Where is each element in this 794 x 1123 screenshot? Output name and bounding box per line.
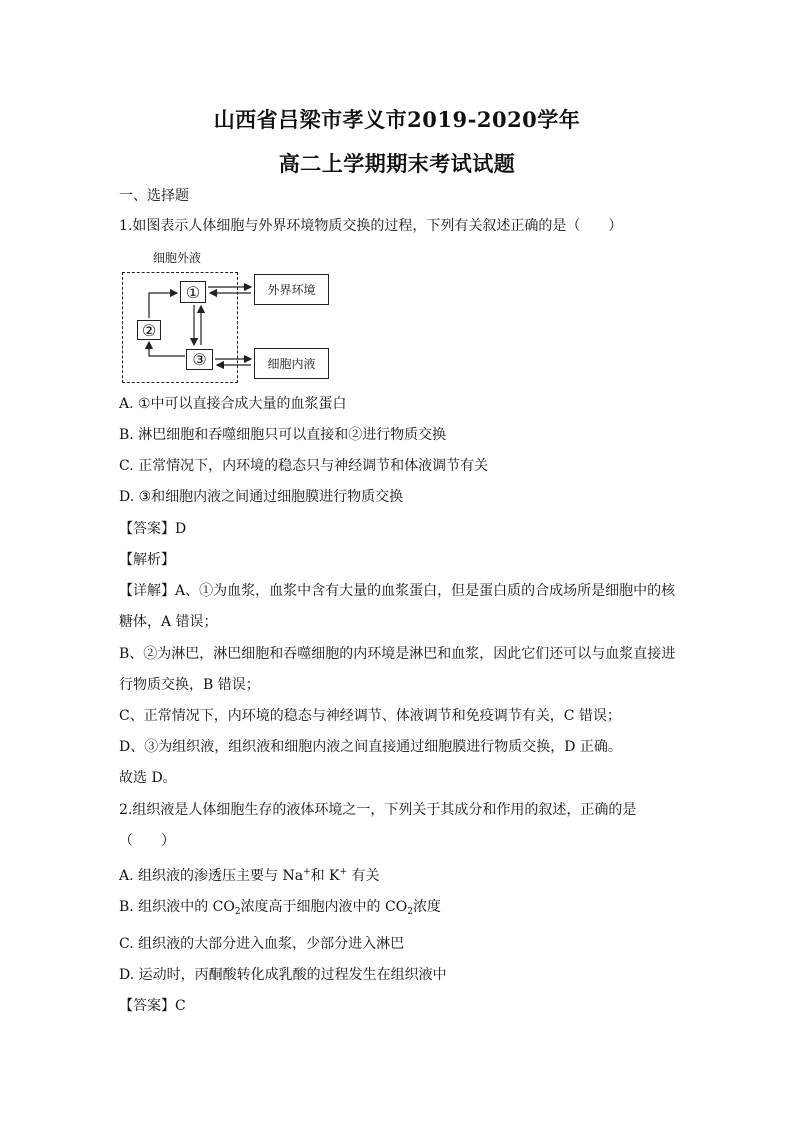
q2-option-b-text: 浓度 xyxy=(412,899,441,915)
q1-analysis-line: 糖体，A 错误； xyxy=(119,614,218,630)
q1-analysis-line: B、②为淋巴，淋巴细胞和吞噬细胞的内环境是淋巴和血浆，因此它们还可以与血浆直接进 xyxy=(119,646,676,662)
q1-analysis-line: 行物质交换，B 错误； xyxy=(119,677,260,693)
q2-option-b-sub: 2 xyxy=(407,907,413,917)
question-2-stem: 2.组织液是人体细胞生存的液体环境之一，下列关于其成分和作用的叙述，正确的是 xyxy=(119,802,637,818)
q1-option-b: B. 淋巴细胞和吞噬细胞只可以直接和②进行物质交换 xyxy=(119,427,447,443)
q1-conclusion: 故选 D。 xyxy=(119,770,177,786)
question-1-stem: 1.如图表示人体细胞与外界环境物质交换的过程，下列有关叙述正确的是（ ） xyxy=(119,218,623,234)
diagram-caption: 细胞外液 xyxy=(153,251,202,265)
intracellular-fluid-box: 细胞内液 xyxy=(254,348,329,379)
q2-option-b-sub: 2 xyxy=(234,907,241,917)
q1-option-a: A. ①中可以直接合成大量的血浆蛋白 xyxy=(119,396,347,412)
node-2: ② xyxy=(137,320,161,340)
title-line-1: 山西省吕梁市孝义市2019-2020学年 xyxy=(213,107,581,132)
q2-option-a-sup: + xyxy=(303,867,311,877)
exchange-diagram xyxy=(119,245,339,390)
q2-answer: 【答案】C xyxy=(119,998,186,1014)
section-heading: 一、选择题 xyxy=(119,188,189,204)
external-environment-box: 外界环境 xyxy=(254,274,329,305)
q2-option-c: C. 组织液的大部分进入血浆，少部分进入淋巴 xyxy=(119,936,405,952)
node-1: ① xyxy=(180,281,206,303)
q1-option-c: C. 正常情况下，内环境的稳态只与神经调节和体液调节有关 xyxy=(119,458,489,474)
title-line-2: 高二上学期期末考试试题 xyxy=(278,151,516,176)
q1-analysis-line: D、③为组织液，组织液和细胞内液之间直接通过细胞膜进行物质交换，D 正确。 xyxy=(119,739,622,755)
q2-option-b xyxy=(119,898,441,921)
q2-option-a xyxy=(119,863,380,885)
q1-option-d: D. ③和细胞内液之间通过细胞膜进行物质交换 xyxy=(119,489,404,505)
q1-answer: 【答案】D xyxy=(119,521,187,537)
q1-analysis-line: C、正常情况下，内环境的稳态与神经调节、体液调节和免疫调节有关，C 错误； xyxy=(119,708,621,724)
q2-option-b-text: B. 组织液中的 CO xyxy=(119,899,235,915)
question-2-stem-blank: （ ） xyxy=(119,833,175,849)
q1-analysis-line: 【详解】A、①为血浆，血浆中含有大量的血浆蛋白，但是蛋白质的合成场所是细胞中的核 xyxy=(119,583,676,599)
q2-option-a-text: A. 组织液的渗透压主要与 Na xyxy=(119,868,304,884)
q2-option-d: D. 运动时，丙酮酸转化成乳酸的过程发生在组织液中 xyxy=(119,967,447,983)
q2-option-a-sup: + xyxy=(339,867,348,877)
q1-analysis-label: 【解析】 xyxy=(119,552,175,568)
q2-option-a-text: 有关 xyxy=(347,868,380,884)
q2-option-a-text: 和 K xyxy=(310,868,340,884)
node-3: ③ xyxy=(186,349,213,370)
q2-option-b-text: 浓度高于细胞内液中的 CO xyxy=(240,899,408,915)
